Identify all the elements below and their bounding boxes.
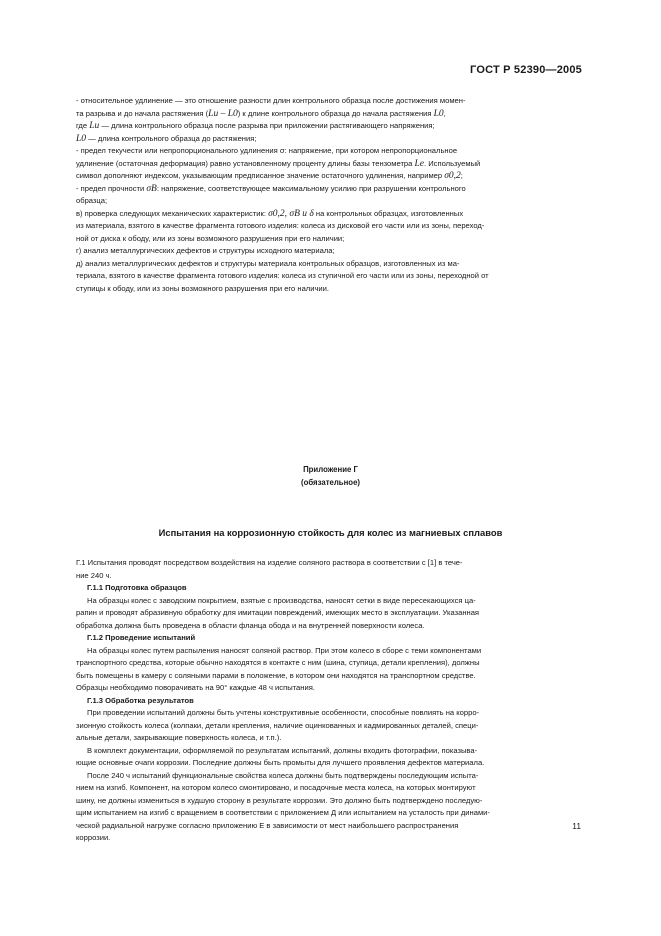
text-line: быть помещены в камеру с соляными парами в положение, в котором они находятся на транспортном средстве. — [76, 670, 476, 680]
text-line: где Lu — длина контрольного образца после разрыва при приложении растягивающего напряжения; — [76, 121, 435, 131]
text-line: Г.1 Испытания проводят посредством воздействия на изделие соляного раствора в соответствии с [1] в тече- — [76, 558, 463, 567]
symbol: L0 — [433, 108, 444, 119]
text-line: Образцы необходимо поворачивать на 90° каждые 48 ч испытания. — [76, 683, 315, 692]
text-line: ступицы к ободу, или из зоны возможного разрушения при его наличии. — [76, 283, 330, 293]
subsection-heading: Г.1.2 Проведение испытаний — [87, 633, 196, 642]
text-line: - предел прочности σB: напряжение, соответствующее максимальному усилию при разрушении контрольного — [76, 183, 466, 194]
section-title: Испытания на коррозионную стойкость для колес из магниевых сплавов — [158, 527, 503, 538]
text-line: из материала, взятого в качестве фрагмента готового изделия: колеса из дисковой его части или из зоны, переход- — [76, 221, 485, 230]
text-line: ние 240 ч. — [76, 570, 112, 580]
text-line: При проведении испытаний должны быть учтены конструктивные особенности, способные повлиять на корро- — [87, 708, 480, 717]
text-line: зионную стойкость колеса (колпаки, детали крепления, наличие оцинкованных и кадмированных деталей, специ- — [76, 720, 479, 730]
symbol: Lu — [89, 121, 100, 131]
text-line: рапин и проводят абразивную обработку для имитации повреждений, имеющих место в эксплуатации. Указанная — [76, 608, 480, 617]
text-line: - относительное удлинение — это отношение разности длин контрольного образца после достижения момен- — [76, 96, 466, 105]
symbol: Le — [414, 158, 424, 169]
symbol: σ0,2, σB и δ — [268, 208, 314, 219]
text-line: ческой радиальной нагрузке согласно приложению Е в зависимости от мест наибольшего распространения — [76, 820, 459, 830]
appendix-label: Приложение Г — [303, 465, 358, 474]
text-line: в) проверка следующих механических характеристик: σ0,2, σB и δ на контрольных образцах, изготовленных — [76, 208, 464, 219]
text-line: альные детали, закрывающие поверхность колеса, и т.п.). — [76, 733, 282, 742]
text-line: д) анализ металлургических дефектов и структуры материала контрольных образцов, изготовленных из ма- — [76, 258, 460, 268]
text-line: та разрыва и до начала растяжения (Lu – L0) к длине контрольного образца до начала растяжения L0, — [76, 108, 446, 119]
appendix-body — [76, 557, 583, 845]
text-line: - предел текучести или непропорционального удлинения σ: напряжение, при котором непропорциональное — [76, 146, 458, 155]
definitions-block — [76, 95, 583, 295]
text-line: коррозии. — [76, 833, 111, 842]
text-line: В комплект документации, оформляемой по результатам испытаний, должны входить фотографии, показыва- — [87, 745, 478, 755]
text-line: На образцы колес путем распыления наносят соляной раствор. При этом колесо в сборе с теми компонентами — [87, 645, 482, 655]
text-line: обработка должна быть проведена в области фланца обода и на внутренней поверхности колеса. — [76, 620, 425, 630]
text-line: щим испытанием на изгиб с вращением в соответствии с приложением Д или испытанием на усталость при динами- — [76, 808, 490, 817]
text-line: транспортного средства, которые обычно находятся в контакте с ним (шина, ступица, детали крепления), должны — [76, 658, 480, 667]
text-line: образца; — [76, 196, 108, 205]
text-line: ющие основные очаги коррозии. Последние должны быть промыты для лучшего проявления дефектов материала. — [76, 758, 485, 767]
symbol: L0 — [76, 133, 87, 144]
subsection-heading: Г.1.3 Обработка результатов — [87, 695, 194, 705]
appendix-status: (обязательное) — [300, 478, 361, 487]
standard-number: ГОСТ Р 52390—2005 — [470, 64, 582, 76]
symbol: σB — [146, 183, 157, 194]
text-line: L0 — длина контрольного образца до растяжения; — [76, 133, 257, 144]
text-line: На образцы колес с заводским покрытием, взятые с производства, наносят сетки в виде пересекающихся ца- — [87, 595, 476, 605]
text-line: После 240 ч испытаний функциональные свойства колеса должны быть подтверждены последующим испыта- — [87, 770, 479, 780]
formula: Lu – L0 — [208, 108, 238, 119]
page-number: 11 — [572, 821, 581, 831]
subsection-heading: Г.1.1 Подготовка образцов — [87, 583, 187, 592]
text-line: ной от диска к ободу, или из зоны возможного разрушения при его наличии; — [76, 233, 345, 243]
symbol: σ0,2 — [444, 171, 461, 181]
text-line: териала, взятого в качестве фрагмента готового изделия: колеса из ступичной его части или из зоны, переходной от — [76, 271, 489, 280]
text-line: шину, не должны измениться в худшую сторону в результате коррозии. Это должно быть подтверждено последую- — [76, 795, 483, 805]
text-line: нием на изгиб. Компонент, на котором колесо смонтировано, и посадочные места колеса, на которых монтируют — [76, 783, 476, 792]
text-line: г) анализ металлургических дефектов и структуры исходного материала; — [76, 246, 335, 255]
text-line: удлинение (остаточная деформация) равно установленному проценту длины базы тензометра Le. Используемый — [76, 158, 481, 169]
text-line: символ дополняют индексом, указывающим предписанное значение остаточного удлинения, например σ0,2; — [76, 171, 463, 181]
